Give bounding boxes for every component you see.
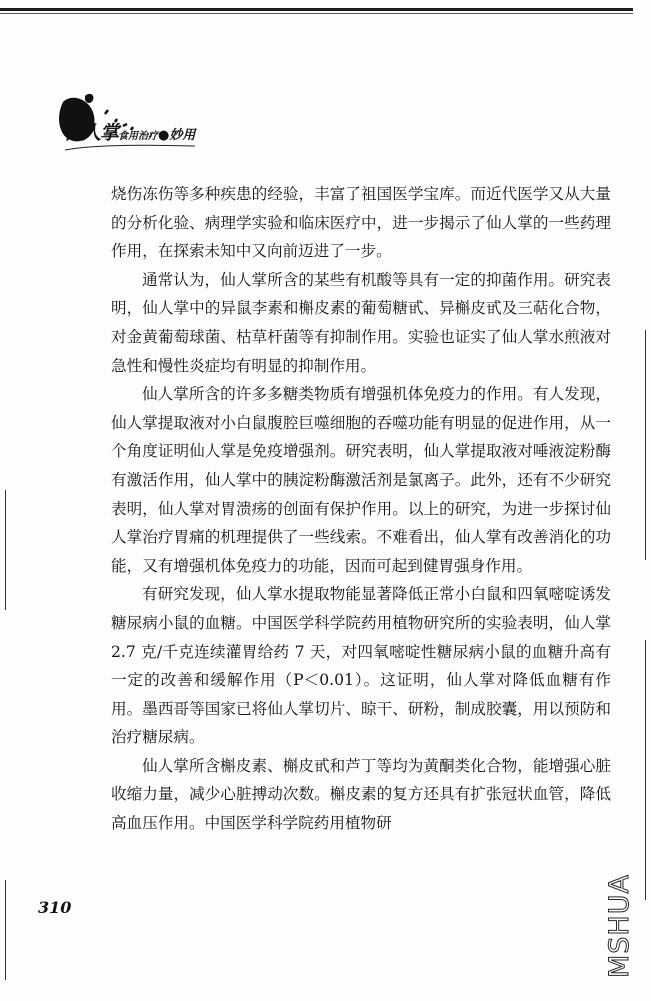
header-title: 仙人掌 bbox=[64, 122, 119, 144]
top-rule-thin bbox=[0, 13, 633, 14]
top-rule bbox=[0, 8, 633, 11]
body-text bbox=[111, 180, 611, 838]
scan-edge-line bbox=[645, 330, 646, 560]
paragraph: 仙人掌所含的许多多糖类物质有增强机体免疫力的作用。有人发现，仙人掌提取液对小白鼠腹腔巨噬细胞的吞噬功能有明显的促进作用，从一个角度证明仙人掌是免疫增强剂。研究表明，仙人掌提取液对唾液淀粉酶有激活作用，仙人掌中的胰淀粉酶激活剂是氯离子。此外，还有不少研究表明，仙人掌对胃溃疡的创面有保护作用。以上的研究，为进一步探讨仙人掌治疗胃痛的机理提供了一些线索。不难看出，仙人掌有改善消化的功能，又有增强机体免疫力的功能，因而可起到健胃强身作用。 bbox=[111, 385, 611, 575]
scan-edge-line bbox=[5, 880, 6, 980]
scan-edge-line bbox=[5, 490, 6, 610]
dot-icon: ● bbox=[158, 128, 170, 143]
paragraph: 仙人掌所含槲皮素、槲皮甙和芦丁等均为黄酮类化合物，能增强心脏收缩力量，减少心脏搏动次数。槲皮素的复方还具有扩张冠状血管，降低高血压作用。中国医学科学院药用植物研 bbox=[111, 756, 611, 833]
scan-edge-line bbox=[645, 640, 646, 900]
header-tail: 妙用 bbox=[169, 128, 196, 143]
page-number: 310 bbox=[38, 898, 72, 917]
running-header bbox=[64, 118, 195, 145]
paragraph: 通常认为，仙人掌所含的某些有机酸等具有一定的抑菌作用。研究表明，仙人掌中的异鼠李素和槲皮素的葡萄糖甙、异槲皮甙及三萜化合物，对金黄葡萄球菌、枯草杆菌等有抑制作用。实验也证实了仙人掌水煎液对急性和慢性炎症均有明显的抑制作用。 bbox=[111, 270, 611, 375]
watermark: MSHUA bbox=[604, 874, 635, 978]
header-subtitle: 食用治疗 bbox=[118, 131, 159, 142]
paragraph: 有研究发现，仙人掌水提取物能显著降低正常小白鼠和四氧嘧啶诱发糖尿病小鼠的血糖。中国医学科学院药用植物研究所的实验表明，仙人掌 2.7 克/千克连续灌胃给药 7 天，对四氧嘧啶性糖尿病小鼠的血糖升高有一定的改善和缓解作用（P＜0.01）。这证明，仙人掌对降低血糖有作用。墨西哥等国家已将仙人掌切片、晾干、研粉，制成胶囊，用以预防和治疗糖尿病。 bbox=[111, 585, 611, 747]
paragraph: 烧伤冻伤等多种疾患的经验，丰富了祖国医学宝库。而近代医学又从大量的分析化验、病理学实验和临床医疗中，进一步揭示了仙人掌的一些药理作用，在探索未知中又向前迈进了一步。 bbox=[111, 185, 611, 261]
